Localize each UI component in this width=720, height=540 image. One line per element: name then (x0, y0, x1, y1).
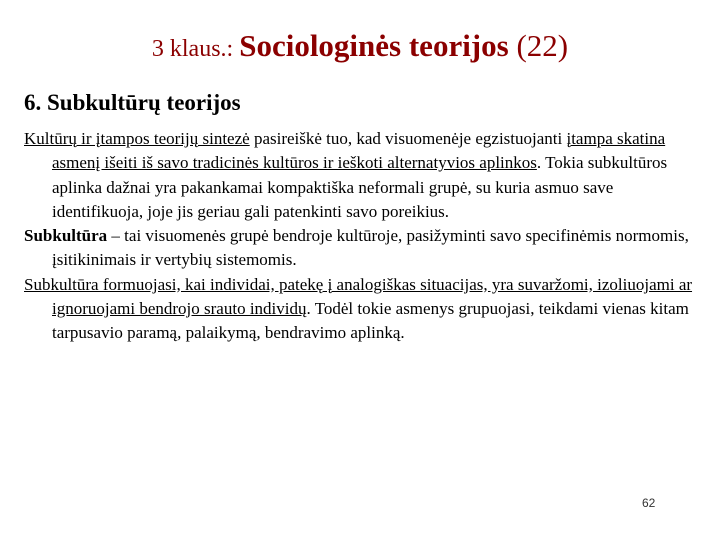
definition-term: Subkultūra (24, 226, 108, 246)
synthesis-text-a: pasireiškė tuo, kad visuomenėje egzistuojanti (249, 129, 567, 148)
slide-body (24, 127, 704, 346)
title-number: (22) (508, 28, 569, 63)
title-prefix: 3 klaus.: (151, 36, 240, 62)
formation-underlined-phrase: Subkultūra formuojasi, kai individai, patekę į analogiškas situacijas, yra suvaržomi, izoliuojami ar ignoruojami bendrojo srauto individų (24, 274, 693, 319)
definition-text: – tai visuomenės grupė bendroje kultūroje, pasižyminti savo specifinėmis normomis, įsitikinimais ir vertybių sistemomis. (52, 226, 689, 270)
formation-text: . Todėl tokie asmenys grupuojasi, teikdami vienas kitam tarpusavio paramą, palaikymą, bendravimo aplinką. (52, 299, 689, 343)
paragraph-definition (24, 224, 704, 273)
paragraph-formation (24, 273, 704, 346)
page-number: 62 (642, 496, 656, 510)
synthesis-term: Kultūrų ir įtampos teorijų sintezė (24, 129, 250, 148)
synthesis-underlined-phrase: įtampa skatina asmenį išeiti iš savo tradicinės kultūros ir ieškoti alternatyvios aplinkos (52, 129, 666, 173)
section-heading: 6. Subkultūrų teorijos (24, 90, 241, 115)
slide-title (0, 28, 720, 64)
paragraph-synthesis (24, 127, 704, 224)
title-main: Sociologinės teorijos (239, 28, 509, 63)
synthesis-text-b: . Tokia subkultūros aplinka dažnai yra pakankamai kompaktiška neformali grupė, su kuria asmuo save identifikuoja, joje jis geriau gali patenkinti savo poreikius. (52, 153, 668, 221)
